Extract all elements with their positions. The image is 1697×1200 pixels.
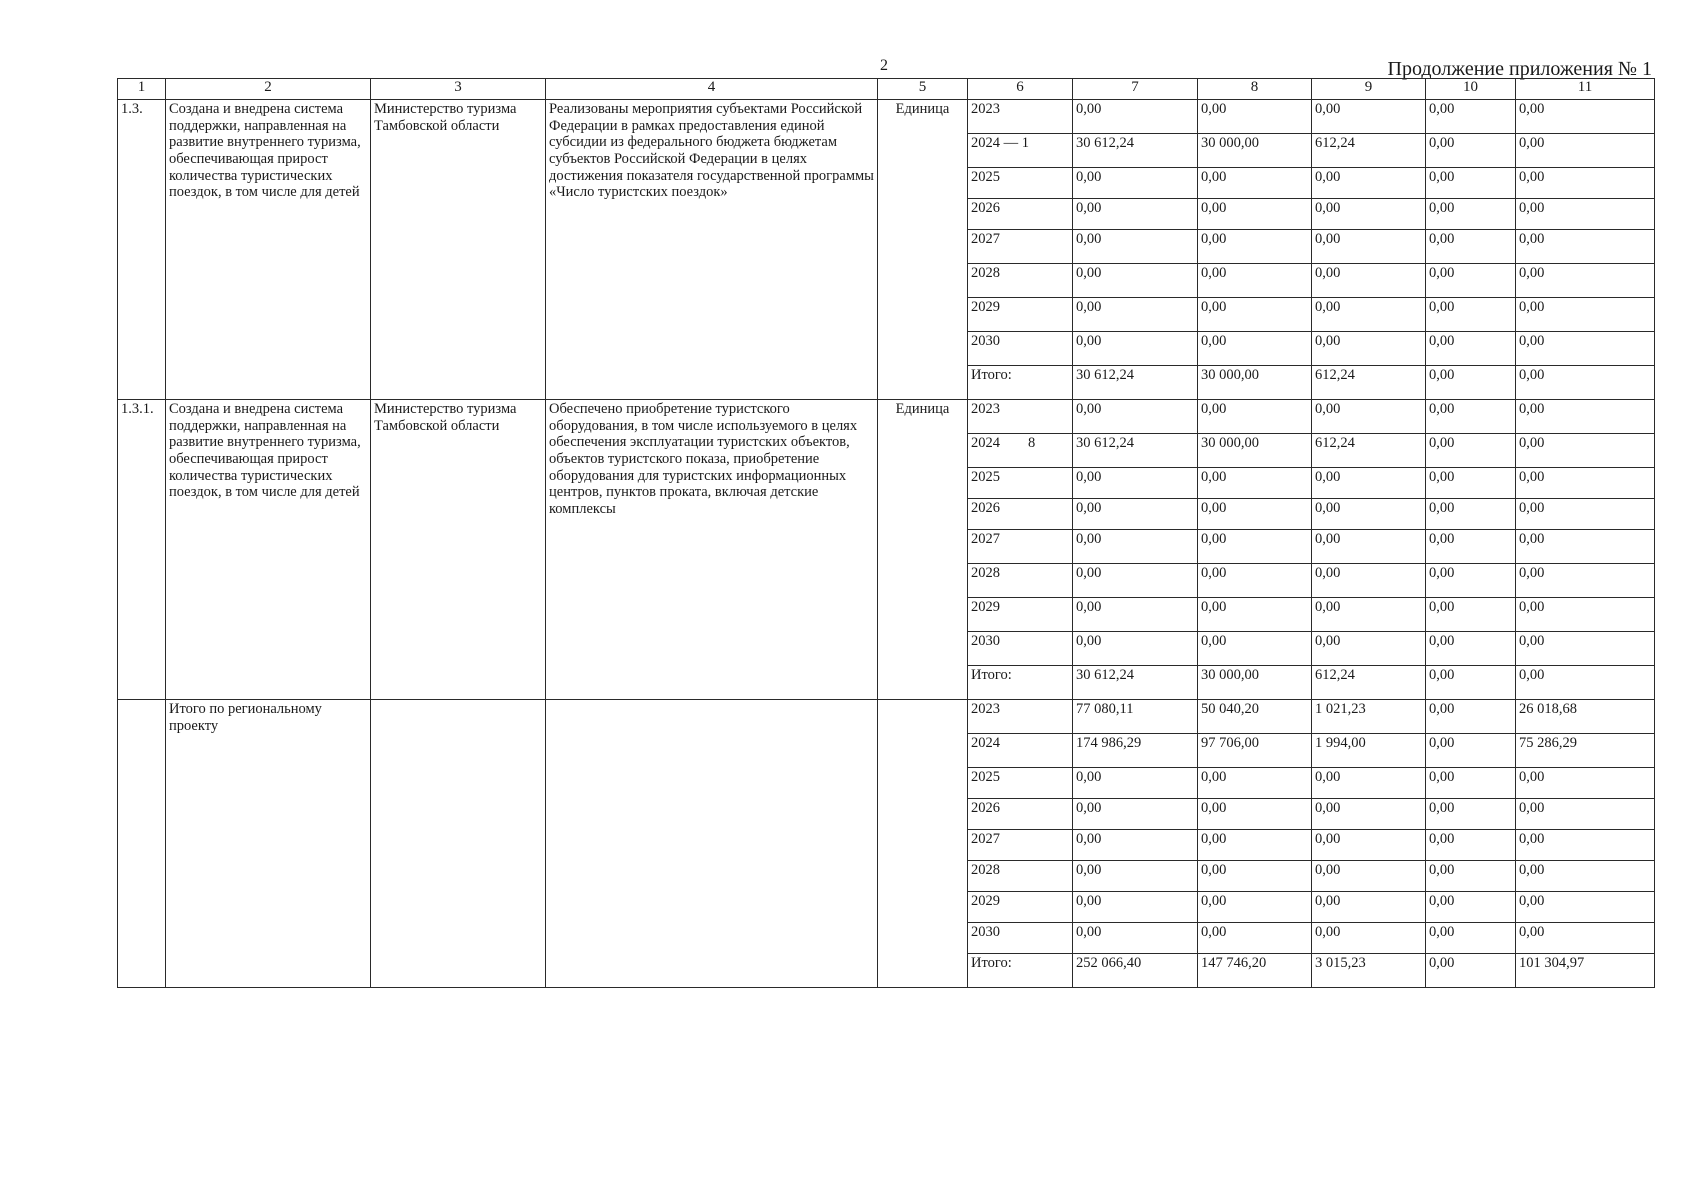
value-cell: 0,00 — [1073, 530, 1198, 564]
value-cell: 0,00 — [1426, 830, 1516, 861]
value-cell: 0,00 — [1426, 598, 1516, 632]
year-cell — [968, 700, 1073, 734]
section-number: 1.3.1. — [118, 400, 166, 700]
year-label: 2028 — [971, 265, 1000, 281]
section-name: Итого по региональному проекту — [166, 700, 371, 988]
value-cell: 0,00 — [1198, 468, 1312, 499]
value-cell: 0,00 — [1426, 923, 1516, 954]
value-cell: 0,00 — [1516, 100, 1655, 134]
value-cell: 0,00 — [1516, 434, 1655, 468]
section-name: Создана и внедрена система поддержки, направленная на развитие внутреннего туризма, обеспечивающая прирост количества туристических поездок, в том числе для детей — [166, 400, 371, 700]
year-label: 2030 — [971, 633, 1000, 649]
value-cell: 0,00 — [1426, 666, 1516, 700]
value-cell: 0,00 — [1198, 598, 1312, 632]
value-cell: 0,00 — [1516, 598, 1655, 632]
value-cell: 0,00 — [1198, 168, 1312, 199]
value-cell: 174 986,29 — [1073, 734, 1198, 768]
year-label: 2029 — [971, 893, 1000, 909]
value-cell: 0,00 — [1073, 332, 1198, 366]
year-label: 2030 — [971, 924, 1000, 940]
year-label: 2025 — [971, 169, 1000, 185]
value-cell: 0,00 — [1073, 168, 1198, 199]
value-cell: 0,00 — [1426, 564, 1516, 598]
year-cell — [968, 366, 1073, 400]
year-cell — [968, 468, 1073, 499]
value-cell: 0,00 — [1198, 861, 1312, 892]
year-cell — [968, 861, 1073, 892]
value-cell: 0,00 — [1426, 298, 1516, 332]
value-cell: 0,00 — [1073, 298, 1198, 332]
value-cell: 0,00 — [1073, 861, 1198, 892]
value-cell: 101 304,97 — [1516, 954, 1655, 988]
value-cell: 0,00 — [1426, 892, 1516, 923]
year-cell — [968, 168, 1073, 199]
value-cell: 0,00 — [1198, 298, 1312, 332]
section-result — [546, 700, 878, 988]
value-cell: 0,00 — [1198, 100, 1312, 134]
year-label: 2026 — [971, 500, 1000, 516]
column-number-header: 5 — [878, 79, 968, 100]
value-cell: 0,00 — [1073, 799, 1198, 830]
value-cell: 0,00 — [1516, 199, 1655, 230]
value-cell: 252 066,40 — [1073, 954, 1198, 988]
year-cell — [968, 564, 1073, 598]
column-number-header: 7 — [1073, 79, 1198, 100]
value-cell: 0,00 — [1198, 799, 1312, 830]
value-cell: 30 612,24 — [1073, 366, 1198, 400]
year-label: 2023 — [971, 101, 1000, 117]
value-cell: 0,00 — [1198, 264, 1312, 298]
value-cell: 0,00 — [1516, 892, 1655, 923]
value-cell: 612,24 — [1312, 366, 1426, 400]
value-cell: 612,24 — [1312, 434, 1426, 468]
year-label: 2024 — 1 — [971, 135, 1029, 151]
section-number — [118, 700, 166, 988]
page-number: 2 — [880, 57, 888, 74]
budget-table — [117, 78, 1655, 988]
year-label: 2027 — [971, 831, 1000, 847]
value-cell: 0,00 — [1426, 632, 1516, 666]
year-label: 2023 — [971, 401, 1000, 417]
value-cell: 0,00 — [1312, 400, 1426, 434]
value-cell: 0,00 — [1073, 564, 1198, 598]
value-cell: 0,00 — [1516, 499, 1655, 530]
value-cell: 0,00 — [1312, 264, 1426, 298]
value-cell: 0,00 — [1312, 298, 1426, 332]
section-executor: Министерство туризма Тамбовской области — [371, 400, 546, 700]
value-cell: 612,24 — [1312, 666, 1426, 700]
column-number-header: 2 — [166, 79, 371, 100]
value-cell: 147 746,20 — [1198, 954, 1312, 988]
value-cell: 0,00 — [1426, 134, 1516, 168]
year-cell — [968, 598, 1073, 632]
value-cell: 0,00 — [1073, 499, 1198, 530]
value-cell: 97 706,00 — [1198, 734, 1312, 768]
year-label: 2025 — [971, 469, 1000, 485]
year-cell — [968, 499, 1073, 530]
column-number-header: 4 — [546, 79, 878, 100]
year-label: 2030 — [971, 333, 1000, 349]
value-cell: 0,00 — [1198, 768, 1312, 799]
year-label: 2027 — [971, 531, 1000, 547]
value-cell: 0,00 — [1516, 366, 1655, 400]
value-cell: 0,00 — [1426, 468, 1516, 499]
column-number-header: 9 — [1312, 79, 1426, 100]
year-label: 2029 — [971, 299, 1000, 315]
year-label: 2027 — [971, 231, 1000, 247]
value-cell: 0,00 — [1426, 434, 1516, 468]
value-cell: 0,00 — [1198, 530, 1312, 564]
year-cell — [968, 434, 1073, 468]
value-cell: 0,00 — [1426, 264, 1516, 298]
year-cell — [968, 632, 1073, 666]
section-executor: Министерство туризма Тамбовской области — [371, 100, 546, 400]
value-cell: 0,00 — [1426, 861, 1516, 892]
value-cell: 0,00 — [1312, 332, 1426, 366]
value-cell: 0,00 — [1312, 530, 1426, 564]
value-cell: 0,00 — [1312, 923, 1426, 954]
value-cell: 0,00 — [1516, 632, 1655, 666]
value-cell: 0,00 — [1073, 830, 1198, 861]
value-cell: 0,00 — [1073, 100, 1198, 134]
value-cell: 30 612,24 — [1073, 434, 1198, 468]
value-cell: 0,00 — [1198, 332, 1312, 366]
year-cell — [968, 264, 1073, 298]
value-cell: 0,00 — [1073, 923, 1198, 954]
section-number: 1.3. — [118, 100, 166, 400]
value-cell: 0,00 — [1426, 768, 1516, 799]
value-cell: 0,00 — [1198, 892, 1312, 923]
value-cell: 0,00 — [1426, 199, 1516, 230]
value-cell: 0,00 — [1426, 530, 1516, 564]
section-unit — [878, 700, 968, 988]
table-row — [118, 400, 1655, 434]
value-cell: 0,00 — [1312, 768, 1426, 799]
value-cell: 0,00 — [1516, 530, 1655, 564]
year-cell — [968, 830, 1073, 861]
value-cell: 3 015,23 — [1312, 954, 1426, 988]
value-cell: 0,00 — [1312, 632, 1426, 666]
year-cell — [968, 923, 1073, 954]
value-cell: 0,00 — [1426, 100, 1516, 134]
table-row — [118, 700, 1655, 734]
value-cell: 0,00 — [1426, 332, 1516, 366]
value-cell: 0,00 — [1516, 799, 1655, 830]
column-number-header: 1 — [118, 79, 166, 100]
column-number-header: 11 — [1516, 79, 1655, 100]
value-cell: 0,00 — [1198, 400, 1312, 434]
value-cell: 0,00 — [1426, 168, 1516, 199]
continuation-label: Продолжение приложения № 1 — [1387, 58, 1652, 80]
value-cell: 0,00 — [1198, 632, 1312, 666]
value-cell: 0,00 — [1312, 564, 1426, 598]
value-cell: 30 612,24 — [1073, 666, 1198, 700]
value-cell: 0,00 — [1312, 892, 1426, 923]
year-label: 2025 — [971, 769, 1000, 785]
year-label: Итого: — [971, 667, 1012, 683]
value-cell: 1 994,00 — [1312, 734, 1426, 768]
section-name: Создана и внедрена система поддержки, направленная на развитие внутреннего туризма, обеспечивающая прирост количества туристических поездок, в том числе для детей — [166, 100, 371, 400]
value-cell: 50 040,20 — [1198, 700, 1312, 734]
year-cell — [968, 892, 1073, 923]
year-label: 2024 — [971, 735, 1000, 751]
column-number-header: 8 — [1198, 79, 1312, 100]
value-cell: 0,00 — [1073, 199, 1198, 230]
value-cell: 0,00 — [1198, 499, 1312, 530]
value-cell: 0,00 — [1516, 230, 1655, 264]
value-cell: 0,00 — [1516, 861, 1655, 892]
year-label: 2023 — [971, 701, 1000, 717]
value-cell: 0,00 — [1312, 598, 1426, 632]
value-cell: 0,00 — [1516, 332, 1655, 366]
value-cell: 0,00 — [1198, 564, 1312, 598]
value-cell: 0,00 — [1426, 499, 1516, 530]
value-cell: 0,00 — [1073, 768, 1198, 799]
value-cell: 0,00 — [1516, 400, 1655, 434]
year-cell — [968, 954, 1073, 988]
value-cell: 0,00 — [1312, 230, 1426, 264]
year-label: 2029 — [971, 599, 1000, 615]
year-cell — [968, 199, 1073, 230]
value-cell: 0,00 — [1073, 400, 1198, 434]
value-cell: 0,00 — [1516, 468, 1655, 499]
value-cell: 30 612,24 — [1073, 134, 1198, 168]
section-executor — [371, 700, 546, 988]
value-cell: 0,00 — [1198, 199, 1312, 230]
value-cell: 0,00 — [1516, 923, 1655, 954]
column-number-header: 3 — [371, 79, 546, 100]
value-cell: 0,00 — [1312, 861, 1426, 892]
value-cell: 75 286,29 — [1516, 734, 1655, 768]
value-cell: 0,00 — [1516, 168, 1655, 199]
year-mark: 8 — [1028, 435, 1036, 451]
value-cell: 30 000,00 — [1198, 134, 1312, 168]
year-label: 2026 — [971, 200, 1000, 216]
value-cell: 0,00 — [1426, 734, 1516, 768]
section-unit: Единица — [878, 100, 968, 400]
value-cell: 30 000,00 — [1198, 666, 1312, 700]
value-cell: 0,00 — [1516, 666, 1655, 700]
value-cell: 0,00 — [1312, 468, 1426, 499]
year-cell — [968, 230, 1073, 264]
year-label: Итого: — [971, 367, 1012, 383]
value-cell: 1 021,23 — [1312, 700, 1426, 734]
value-cell: 0,00 — [1312, 199, 1426, 230]
table-row — [118, 100, 1655, 134]
value-cell: 0,00 — [1312, 499, 1426, 530]
value-cell: 0,00 — [1073, 598, 1198, 632]
value-cell: 77 080,11 — [1073, 700, 1198, 734]
value-cell: 0,00 — [1312, 799, 1426, 830]
value-cell: 0,00 — [1198, 923, 1312, 954]
section-result: Обеспечено приобретение туристского оборудования, в том числе используемого в целях обеспечения эксплуатации туристских объектов, объектов туристского показа, приобретение оборудования для туристских информационных центров, пунктов проката, включая детские комплексы — [546, 400, 878, 700]
value-cell: 0,00 — [1426, 799, 1516, 830]
year-cell — [968, 530, 1073, 564]
year-label: 2024 — [971, 435, 1000, 451]
year-cell — [968, 799, 1073, 830]
column-number-header: 6 — [968, 79, 1073, 100]
year-cell — [968, 100, 1073, 134]
value-cell: 0,00 — [1516, 768, 1655, 799]
value-cell: 0,00 — [1516, 830, 1655, 861]
year-cell — [968, 134, 1073, 168]
value-cell: 0,00 — [1073, 632, 1198, 666]
value-cell: 0,00 — [1073, 264, 1198, 298]
value-cell: 0,00 — [1426, 954, 1516, 988]
value-cell: 0,00 — [1312, 168, 1426, 199]
value-cell: 0,00 — [1198, 830, 1312, 861]
value-cell: 0,00 — [1426, 366, 1516, 400]
column-number-header: 10 — [1426, 79, 1516, 100]
value-cell: 612,24 — [1312, 134, 1426, 168]
year-cell — [968, 666, 1073, 700]
year-label: 2026 — [971, 800, 1000, 816]
value-cell: 30 000,00 — [1198, 366, 1312, 400]
section-result: Реализованы мероприятия субъектами Российской Федерации в рамках предоставления единой субсидии из федерального бюджета бюджетам субъектов Российской Федерации в целях достижения показателя государственной программы «Число туристских поездок» — [546, 100, 878, 400]
year-label: 2028 — [971, 565, 1000, 581]
value-cell: 0,00 — [1426, 230, 1516, 264]
value-cell: 26 018,68 — [1516, 700, 1655, 734]
value-cell: 0,00 — [1198, 230, 1312, 264]
value-cell: 0,00 — [1426, 700, 1516, 734]
value-cell: 0,00 — [1516, 564, 1655, 598]
value-cell: 0,00 — [1073, 230, 1198, 264]
value-cell: 0,00 — [1312, 830, 1426, 861]
year-cell — [968, 734, 1073, 768]
year-cell — [968, 298, 1073, 332]
value-cell: 0,00 — [1312, 100, 1426, 134]
value-cell: 0,00 — [1516, 298, 1655, 332]
value-cell: 0,00 — [1073, 468, 1198, 499]
year-cell — [968, 400, 1073, 434]
value-cell: 0,00 — [1516, 134, 1655, 168]
value-cell: 0,00 — [1073, 892, 1198, 923]
year-cell — [968, 332, 1073, 366]
year-cell — [968, 768, 1073, 799]
section-unit: Единица — [878, 400, 968, 700]
value-cell: 30 000,00 — [1198, 434, 1312, 468]
year-label: 2028 — [971, 862, 1000, 878]
year-label: Итого: — [971, 955, 1012, 971]
value-cell: 0,00 — [1426, 400, 1516, 434]
value-cell: 0,00 — [1516, 264, 1655, 298]
column-number-row — [118, 79, 1655, 100]
